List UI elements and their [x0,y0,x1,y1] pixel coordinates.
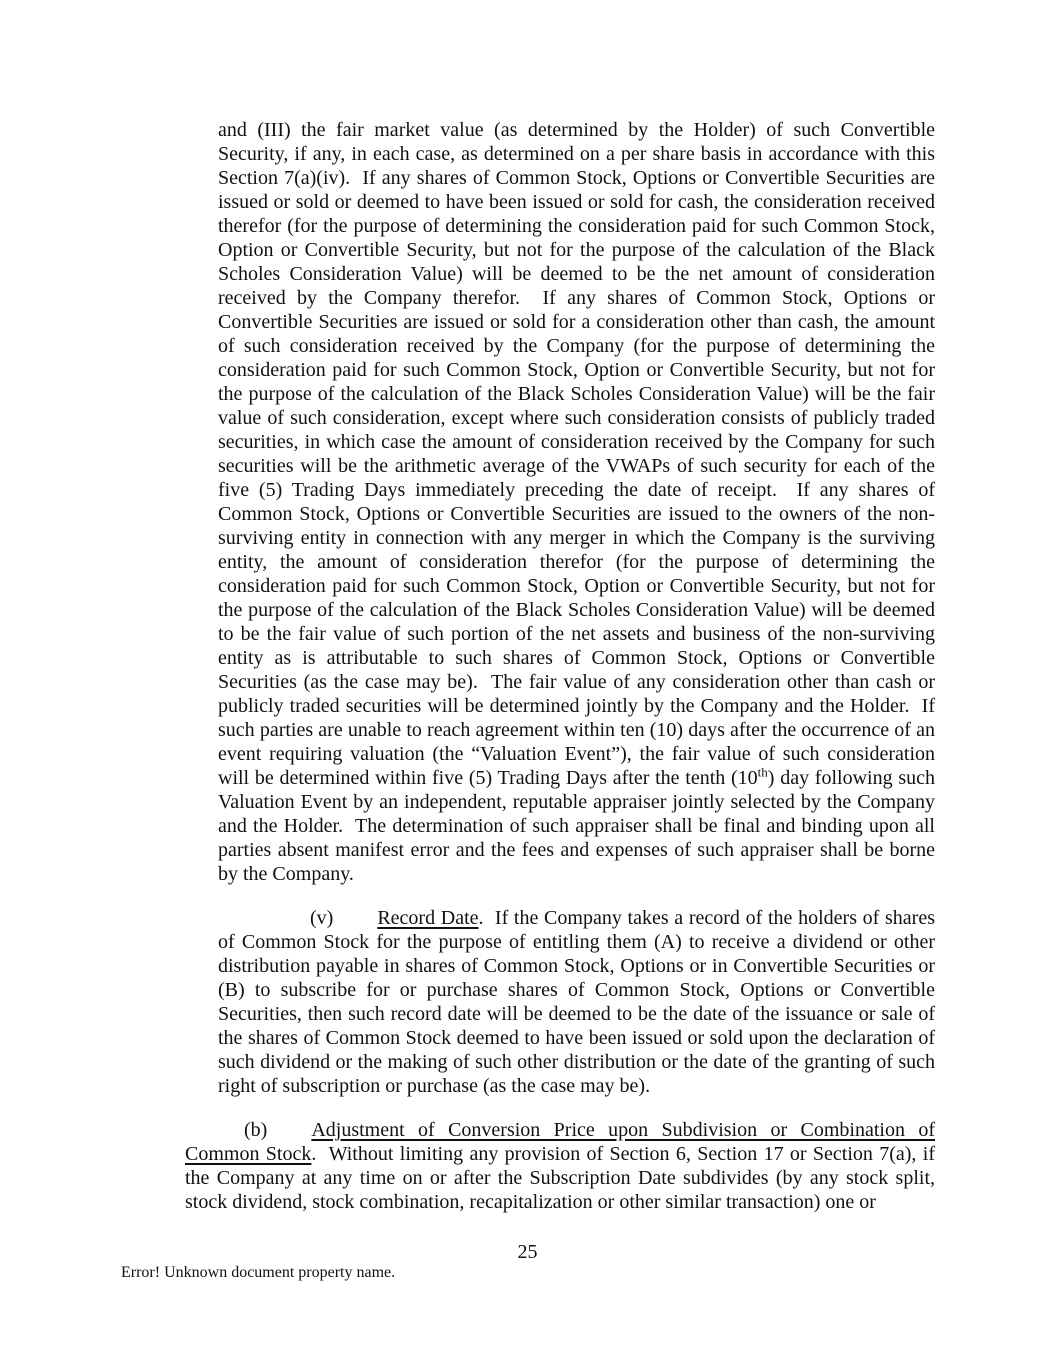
document-body [0,118,1055,1234]
text-run: . Without limiting any provision of Section 6, Section 17 or Section 7(a), if the Company at any time on or after the Subscription Date subdivides (by any stock split, stock dividend, stock combination, recapitalization or other similar transaction) one or [185,1143,935,1213]
para-v-record-date [218,906,935,1098]
text-run: ) day following such Valuation Event by an independent, reputable appraiser jointly selected by the Company and the Holder. The determination of such appraiser shall be final and binding upon all parties absent manifest error and the fees and expenses of such appraiser shall be borne by the Company. [218,767,935,885]
record-date-term: Record Date [377,907,479,929]
text-run: . If the Company takes a record of the holders of shares of Common Stock for the purpose of entitling them (A) to receive a dividend or other distribution payable in shares of Common Stock, Options or in Convertible Securities or (B) to subscribe for or purchase shares of Common Stock, Options or Convertible Securities, then such record date will be deemed to be the date of the issuance or sale of the shares of Common Stock deemed to have been issued or sold upon the declaration of such dividend or the making of such other distribution or the date of the granting of such right of subscription or purchase (as the case may be). [218,907,935,1097]
adjustment-of-conversion-price-heading: Adjustment of Conversion Price upon Subdivision or Combination of Common Stock [185,1119,935,1165]
text-run: (b) [244,1119,268,1141]
page-number: 25 [517,1241,538,1263]
para-b-adjustment [185,1118,935,1214]
text-run: th [757,764,768,780]
footer-error-note: Error! Unknown document property name. [121,1264,396,1281]
text-run: (v) [310,907,334,929]
text-run: and (III) the fair market value (as determined by the Holder) of such Convertible Security, if any, in each case, as determined on a per share basis in accordance with this Section 7(a)(iv). If any shares of Common Stock, Options or Convertible Securities are issued or sold or deemed to have been issued or sold for cash, the consideration received therefor (for the purpose of determining the consideration paid for such Common Stock, Option or Convertible Security, but not for the purpose of the calculation of the Black Scholes Consideration Value) will be deemed to be the net amount of consideration received by the Company therefor. If any shares of Common Stock, Options or Convertible Securities are issued or sold for a consideration other than cash, the amount of such consideration received by the Company (for the purpose of determining the consideration paid for such Common Stock, Option or Convertible Security, but not for the purpose of the calculation of the Black Scholes Consideration Value) will be the fair value of such consideration, except where such consideration consists of publicly traded securities, in which case the amount of consideration received by the Company for such securities will be the arithmetic average of the VWAPs of such security for each of the five (5) Trading Days immediately preceding the date of receipt. If any shares of Common Stock, Options or Convertible Securities are issued to the owners of the non-surviving entity in connection with any merger in which the Company is the surviving entity, the amount of consideration therefor (for the purpose of determining the consideration paid for such Common Stock, Option or Convertible Security, but not for the purpose of the calculation of the Black Scholes Consideration Value) will be deemed to be the fair value of such portion of the net assets and business of the non-surviving entity as is attributable to such shares of Common Stock, Options or Convertible Securities (as the case may be). The fair value of any consideration other than cash or publicly traded securities will be determined jointly by the Company and the Holder. If such parties are unable to reach agreement within ten (10) days after the occurrence of an event requiring valuation (the “Valuation Event”), the fair value of such consideration will be determined within five (5) Trading Days after the tenth (10 [218,119,935,789]
para-section-7a-iv-continuation [218,118,935,886]
